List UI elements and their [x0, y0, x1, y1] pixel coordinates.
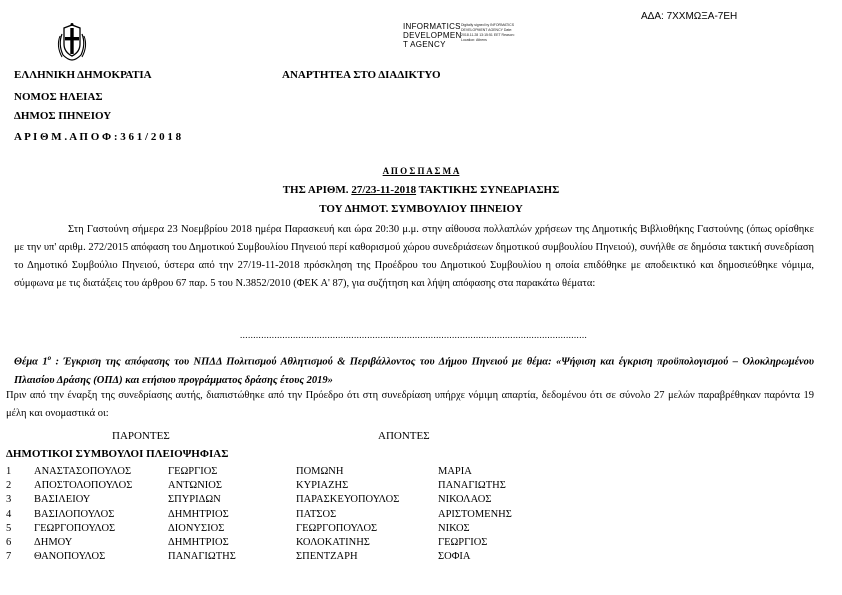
- intro-paragraph: Στη Γαστούνη σήμερα 23 Νοεμβρίου 2018 ημέρα Παρασκευή και ώρα 20:30 μ.μ. στην αίθουσα πολλαπλών χρήσεων της Δημοτικής Βιβλιοθήκης Γαστούνης (όπως ορίσθηκε με την υπ' αριθμ. 272/2015 απόφαση του Δημοτικού Συμβουλίου Πηνειού περί καθορισμού χώρου συνεδριάσεων δημοτικού συμβουλίου Πηνειού), συνήλθε σε δημόσια τακτική συνεδρίαση το Δημοτικό Συμβούλιο Πηνειού, ύστερα από την 27/19-11-2018 πρόσκληση της Προέδρου του Δημοτικού Συμβουλίου η οποία επιδόθηκε με αποδεικτικό και δημοσιεύθηκε νόμιμα, σύμφωνα με τις διατάξεις του άρθρου 67 παρ. 5 του Ν.3852/2010 (ΦΕΚ Α' 87), για συζήτηση και λήψη απόφασης στα παρακάτω θέματα:: [14, 224, 814, 289]
- present-name: ΠΑΝΑΓΙΩΤΗΣ: [168, 551, 236, 563]
- header-prefecture: ΝΟΜΟΣ ΗΛΕΙΑΣ: [14, 91, 103, 103]
- member-number: 2: [6, 480, 12, 492]
- absent-name: ΝΙΚΟΛΑΟΣ: [438, 494, 492, 506]
- session-title-pre: ΤΗΣ ΑΡΙΘΜ.: [282, 184, 352, 196]
- session-title: [0, 184, 842, 196]
- absent-surname: ΚΟΛΟΚΑΤΙΝΗΣ: [296, 537, 370, 549]
- present-surname: ΔΗΜΟΥ: [34, 537, 73, 549]
- absent-surnames: [296, 465, 399, 564]
- member-number: 6: [6, 537, 12, 549]
- present-label: ΠΑΡΟΝΤΕΣ: [112, 430, 170, 442]
- absent-surname: ΠΟΜΩΝΗ: [296, 466, 344, 477]
- agency-line-2: DEVELOPMEN: [403, 31, 462, 40]
- present-surnames: [34, 465, 132, 564]
- member-number: 4: [6, 508, 12, 520]
- member-number: 3: [6, 494, 12, 506]
- present-surname: ΑΝΑΣΤΑΣΟΠΟΥΛΟΣ: [34, 466, 132, 477]
- absent-name: ΜΑΡΙΑ: [438, 466, 472, 477]
- absent-name: ΣΟΦΙΑ: [438, 551, 471, 563]
- present-names: [168, 465, 236, 564]
- present-surname: ΑΠΟΣΤΟΛΟΠΟΥΛΟΣ: [34, 480, 133, 492]
- member-number: 5: [6, 522, 12, 534]
- present-name: ΔΙΟΝΥΣΙΟΣ: [168, 522, 225, 534]
- present-surname: ΒΑΣΙΛΕΙΟΥ: [34, 494, 91, 506]
- absent-name: ΓΕΩΡΓΙΟΣ: [438, 537, 488, 549]
- excerpt-title: Α Π Ο Σ Π Α Σ Μ Α: [382, 166, 460, 176]
- present-name: ΔΗΜΗΤΡΙΟΣ: [168, 508, 229, 520]
- present-name: ΑΝΤΩΝΙΟΣ: [168, 480, 222, 492]
- theme-label: Θέμα 1: [14, 356, 48, 368]
- present-surname: ΘΑΝΟΠΟΥΛΟΣ: [34, 551, 106, 563]
- internet-posting-label: ΑΝΑΡΤΗΤΕΑ ΣΤΟ ΔΙΑΔΙΚΤΥΟ: [282, 69, 441, 81]
- theme-superscript: ο: [47, 354, 52, 362]
- digital-signature-block: [403, 22, 515, 49]
- dotted-separator: ...................................................................................................................................: [240, 330, 588, 340]
- absent-name: ΠΑΝΑΓΙΩΤΗΣ: [438, 480, 506, 492]
- absent-surname: ΚΥΡΙΑΖΗΣ: [296, 480, 349, 492]
- header-republic: ΕΛΛΗΝΙΚΗ ΔΗΜΟΚΡΑΤΙΑ: [14, 69, 152, 81]
- present-name: ΔΗΜΗΤΡΙΟΣ: [168, 537, 229, 549]
- absent-name: ΝΙΚΟΣ: [438, 522, 470, 534]
- agency-line-1: INFORMATICS: [403, 22, 461, 31]
- agency-line-3: T AGENCY: [403, 40, 446, 49]
- majority-label: ΔΗΜΟΤΙΚΟΙ ΣΥΜΒΟΥΛΟΙ ΠΛΕΙΟΨΗΦΙΑΣ: [6, 448, 229, 460]
- greek-emblem-icon: [54, 22, 90, 62]
- present-surname: ΓΕΩΡΓΟΠΟΥΛΟΣ: [34, 522, 116, 534]
- council-title: ΤΟΥ ΔΗΜΟΤ. ΣΥΜΒΟΥΛΙΟΥ ΠΗΝΕΙΟΥ: [319, 203, 523, 215]
- present-name: ΓΕΩΡΓΙΟΣ: [168, 466, 218, 477]
- absent-surname: ΣΠΕΝΤΖΑΡΗ: [296, 551, 358, 563]
- absent-label: ΑΠΟΝΤΕΣ: [378, 430, 430, 442]
- absent-surname: ΠΑΤΣΟΣ: [296, 508, 337, 520]
- decision-number: Α Ρ Ι Θ Μ . Α Π Ο Φ : 3 6 1 / 2 0 1 8: [14, 131, 182, 143]
- absent-surname: ΓΕΩΡΓΟΠΟΥΛΟΣ: [296, 522, 378, 534]
- theme-text: : Έγκριση της απόφασης του ΝΠΔΔ Πολιτισμού Αθλητισμού & Περιβάλλοντος του Δήμου Πηνειού με θέμα: «Ψήφιση και έγκριση προϋπολογισμού – Ολοκληρωμένου Πλαισίου Δράσης (ΟΠΔ) και ετήσιου προγράμματος δράσης έτους 2019»: [14, 356, 815, 386]
- ada-code: ΑΔΑ: 7ΧΧΜΩΞΑ-7ΕΗ: [641, 11, 738, 22]
- present-numbers: [6, 465, 11, 564]
- member-number: 7: [6, 551, 12, 563]
- signature-details: Digitally signed by INFORMATICS DEVELOPMENT AGENCY Date: 2018.11.28 13:15:51 EET Reason: Location: Athens: [461, 23, 515, 42]
- absent-surname: ΠΑΡΑΣΚΕΥΟΠΟΥΛΟΣ: [296, 494, 400, 506]
- session-title-post: ΤΑΚΤΙΚΗΣ ΣΥΝΕΔΡΙΑΣΗΣ: [416, 184, 560, 196]
- member-number: 1: [6, 466, 12, 477]
- header-municipality: ΔΗΜΟΣ ΠΗΝΕΙΟΥ: [14, 110, 112, 122]
- absent-name: ΑΡΙΣΤΟΜΕΝΗΣ: [438, 508, 512, 520]
- present-surname: ΒΑΣΙΛΟΠΟΥΛΟΣ: [34, 508, 115, 520]
- present-name: ΣΠΥΡΙΔΩΝ: [168, 494, 221, 506]
- absent-names: [438, 465, 512, 564]
- session-number: 27/23-11-2018: [351, 184, 417, 196]
- quorum-paragraph: Πριν από την έναρξη της συνεδρίασης αυτής, διαπιστώθηκε από την Πρόεδρο ότι στη συνεδρίαση υπήρχε νόμιμη απαρτία, δεδομένου ότι σε σύνολο 27 μελών παραβρέθηκαν παρόντα 19 μέλη και ονομαστικά οι:: [6, 390, 814, 419]
- theme-paragraph: [14, 349, 814, 390]
